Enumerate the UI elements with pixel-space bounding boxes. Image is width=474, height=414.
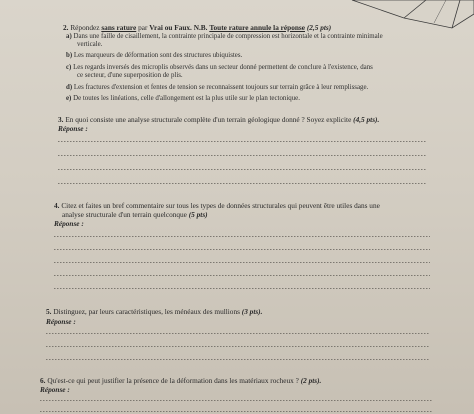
answer-line[interactable] [40, 411, 432, 412]
item-text: Les regards inversés des microplis observés dans un secteur donné permettent de conclure à l'existence, dans [73, 64, 373, 71]
answer-line[interactable] [54, 288, 430, 289]
answer-label: Réponse : [54, 219, 84, 228]
question-number: 4. [54, 201, 60, 210]
question-number: 3. [58, 115, 64, 124]
question-points: (4,5 pts). [353, 115, 380, 124]
question-points: (5 pts) [188, 210, 208, 219]
tf-item-b [66, 52, 242, 61]
answer-label: Réponse : [46, 317, 76, 326]
question-text: Qu'est-ce qui peut justifier la présence de la déformation dans les matériaux rocheux ? [47, 376, 299, 385]
tf-item-c-cont: ce secteur, d'une superposition de plis. [77, 72, 183, 79]
question-prefix: Répondez [70, 23, 102, 32]
question-points: (2,5 pts) [306, 23, 332, 32]
item-label: c) [66, 64, 72, 71]
item-label: b) [66, 52, 73, 59]
erasure-rule: Toute rature annule la réponse [209, 23, 305, 32]
answer-line[interactable] [54, 262, 430, 263]
true-false-note: Vrai ou Faux. N.B. [149, 23, 208, 32]
question-number: 6. [40, 376, 46, 385]
answer-line[interactable] [58, 155, 426, 156]
question-mid: par [136, 23, 150, 32]
emphasis-no-erasure: sans rature [101, 23, 137, 32]
tf-item-a-cont: verticale. [77, 41, 103, 48]
item-label: a) [66, 33, 72, 40]
answer-line[interactable] [54, 249, 430, 250]
answer-line[interactable] [58, 169, 426, 170]
question-number: 5. [46, 307, 52, 316]
answer-line[interactable] [40, 400, 432, 401]
question-text-cont: analyse structurale d'un terrain quelconque [62, 210, 187, 219]
answer-line[interactable] [46, 359, 430, 360]
answer-line[interactable] [46, 333, 430, 334]
item-label: d) [66, 84, 73, 91]
tf-item-d [66, 84, 368, 93]
answer-line[interactable] [46, 346, 430, 347]
question-text: Citez et faites un bref commentaire sur tous les types de données structurales qui peuvent être utiles dans une [61, 201, 380, 210]
answer-line[interactable] [54, 275, 430, 276]
item-text: Dans une faille de cisaillement, la contrainte principale de compression est horizontale et la contrainte minimale [73, 33, 383, 40]
question-number: 2. [63, 23, 69, 32]
question-text: Distinguez, par leurs caractéristiques, les ménéaux des mullions [53, 307, 240, 316]
tf-item-a [66, 33, 383, 42]
answer-label: Réponse : [40, 385, 70, 394]
answer-line[interactable] [54, 236, 430, 237]
question-points: (3 pts). [241, 307, 263, 316]
question-points: (2 pts). [300, 376, 322, 385]
answer-line[interactable] [58, 183, 426, 184]
tf-item-e [66, 95, 300, 104]
answer-label: Réponse : [58, 124, 88, 133]
item-label: e) [66, 95, 72, 102]
item-text: Les fractures d'extension et fentes de tension se reconnaissent toujours sur terrain grâce à leur remplissage. [73, 84, 369, 91]
item-text: Les marqueurs de déformation sont des structures ubiquistes. [73, 52, 243, 59]
question-text: En quoi consiste une analyse structurale complète d'un terrain géologique donné ? Soyez explicite [65, 115, 352, 124]
item-text: De toutes les linéations, celle d'allongement est la plus utile sur le plan tectonique. [73, 95, 300, 102]
answer-line[interactable] [58, 141, 426, 142]
